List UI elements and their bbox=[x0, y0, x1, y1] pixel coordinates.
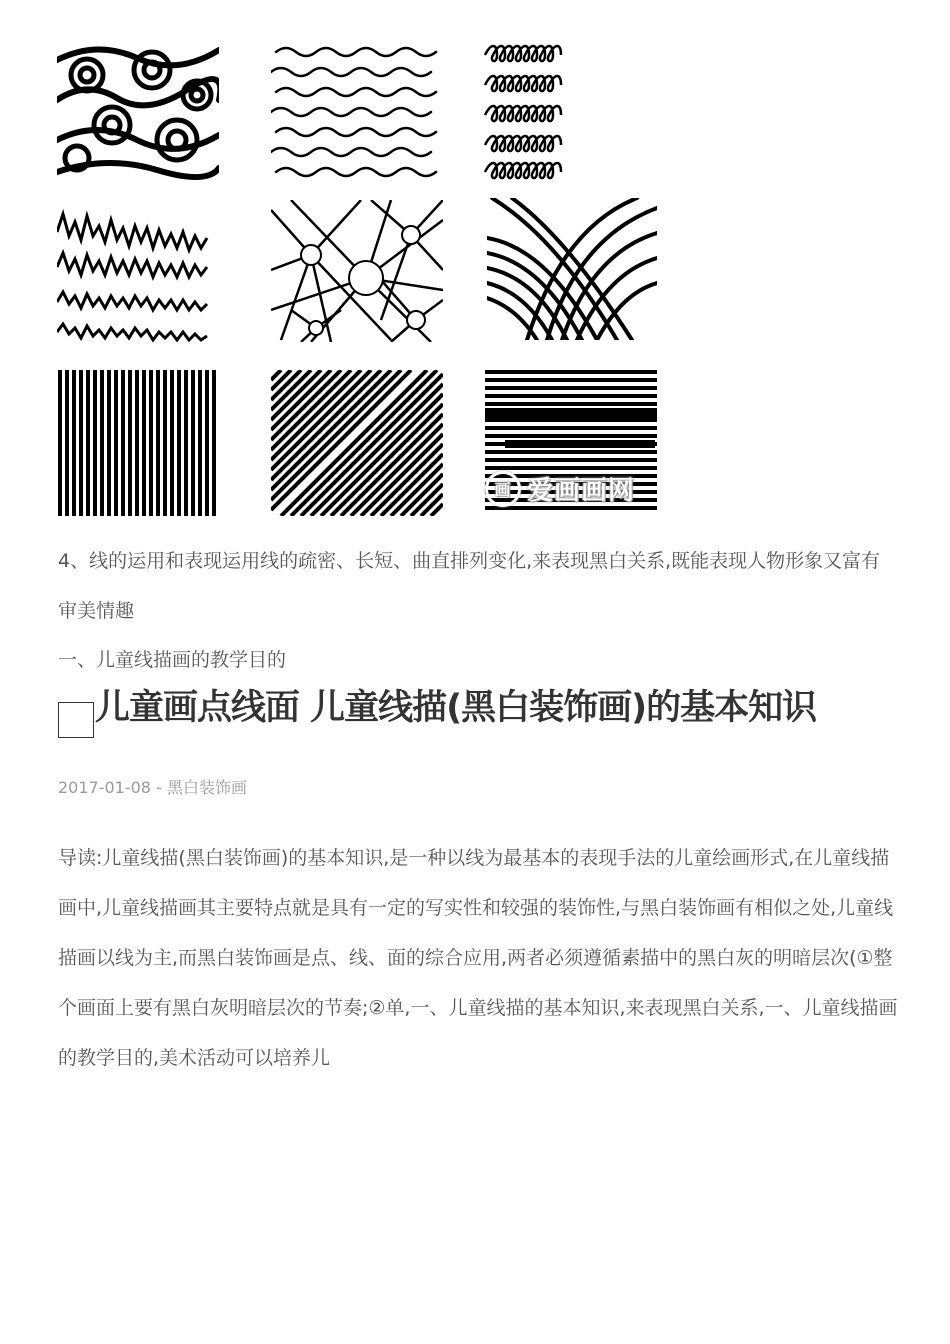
diagonal-lines-tile bbox=[271, 370, 443, 516]
article-header bbox=[58, 680, 918, 742]
site-watermark bbox=[485, 470, 635, 507]
loop-lines-tile bbox=[483, 40, 655, 180]
technique-paragraph: 4、线的运用和表现运用线的疏密、长短、曲直排列变化,来表现黑白关系,既能表现人物形象又富有审美情趣 bbox=[58, 550, 881, 622]
vertical-lines-tile bbox=[57, 370, 219, 516]
article-summary: 导读:儿童线描(黑白装饰画)的基本知识,是一种以线为最基本的表现手法的儿童绘画形式,在儿童线描画中,儿童线描画其主要特点就是具有一定的写实性和较强的装饰性,与黑白装饰画有相似之处,儿童线描画以线为主,而黑白装饰画是点、线、面的综合应用,两者必须遵循素描中的黑白灰的明暗层次(①整个画面上要有黑白灰明暗层次的节奏;②单,一、儿童线描的基本知识,来表现黑白关系,一、儿童线描画的教学目的,美术活动可以培养儿 bbox=[58, 847, 898, 1069]
zigzag-lines-tile bbox=[57, 202, 219, 342]
watermark-text: 爱画画网 bbox=[527, 476, 636, 506]
article-category-link[interactable]: 黑白装饰画 bbox=[166, 778, 247, 797]
watermark-logo-icon: 画 bbox=[485, 471, 521, 507]
article-date: 2017-01-08 bbox=[58, 778, 151, 797]
curved-strokes-tile bbox=[487, 198, 657, 340]
checkbox-placeholder-icon bbox=[58, 702, 94, 738]
radiating-lines-tile bbox=[271, 200, 443, 342]
wavy-lines-tile bbox=[271, 40, 441, 180]
swirl-pattern-tile bbox=[57, 40, 219, 180]
meta-separator: - bbox=[150, 778, 167, 797]
line-pattern-figure bbox=[57, 40, 657, 516]
section-heading-teaching-goal: 一、儿童线描画的教学目的 bbox=[58, 649, 287, 671]
article-meta bbox=[58, 775, 247, 798]
article-title[interactable]: 儿童画点线面 儿童线描(黑白装饰画)的基本知识 bbox=[95, 688, 817, 728]
